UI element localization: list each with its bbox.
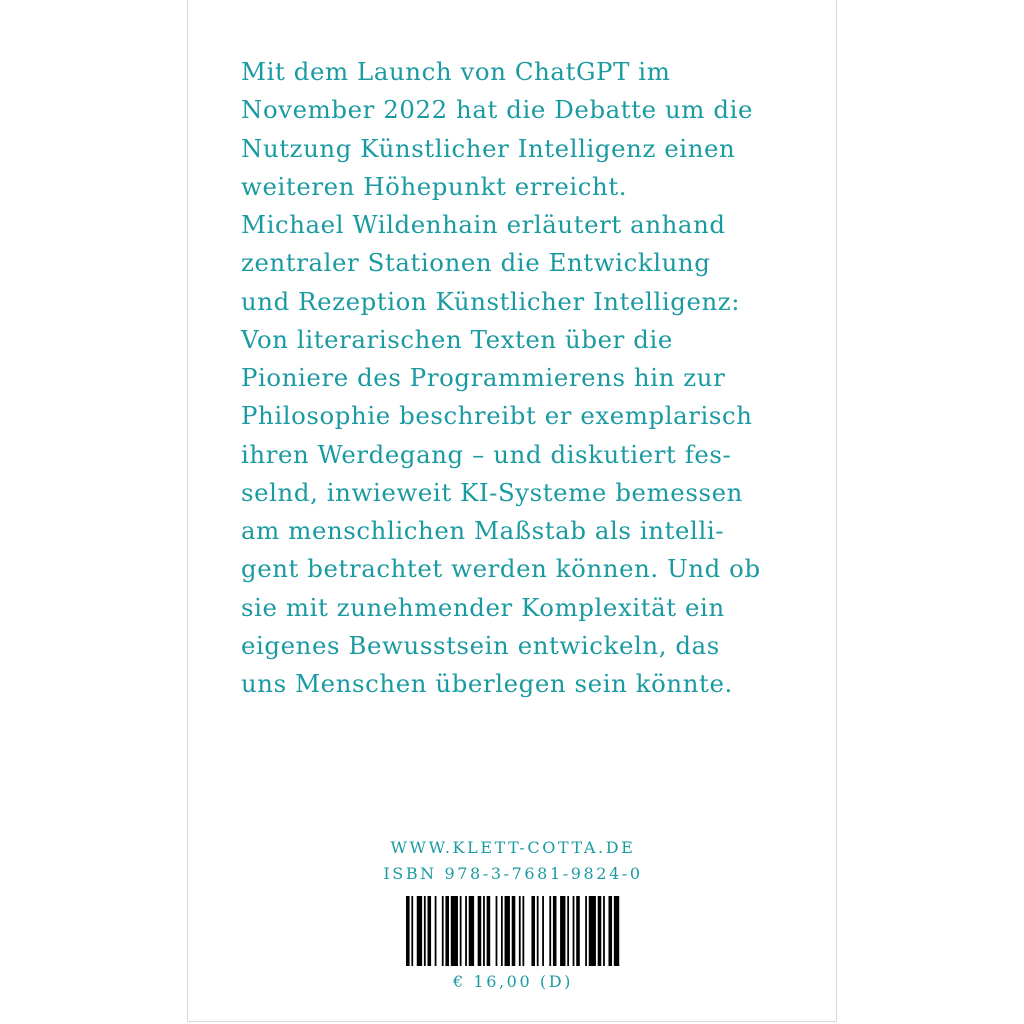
barcode-bar bbox=[500, 896, 502, 966]
blurb-line: Mit dem Launch von ChatGPT im bbox=[241, 57, 671, 86]
barcode-bar bbox=[434, 896, 436, 966]
blurb-line: und Rezeption Künstlicher Intelligenz: bbox=[241, 286, 741, 316]
barcode-bar bbox=[441, 896, 443, 966]
barcode-bar bbox=[572, 896, 574, 966]
blurb-line: November 2022 hat die Debatte um die bbox=[241, 95, 754, 125]
blurb-line: gent betrachtet werden können. Und ob bbox=[241, 554, 761, 584]
barcode-bar bbox=[511, 896, 515, 966]
barcode-bar bbox=[531, 896, 535, 966]
blurb-line: sie mit zunehmender Komplexität ein bbox=[241, 592, 725, 622]
barcode-bar bbox=[477, 896, 481, 966]
cover-footer bbox=[188, 835, 838, 995]
barcode-bar bbox=[567, 896, 569, 966]
barcode-bar bbox=[603, 896, 605, 966]
barcode-bar bbox=[483, 896, 485, 966]
barcode-bar bbox=[416, 896, 421, 966]
barcode-bar bbox=[549, 896, 551, 966]
blurb-line: weiteren Höhepunkt erreicht. bbox=[241, 171, 628, 201]
barcode-bar bbox=[518, 896, 520, 966]
blurb-line: zentraler Stationen die Entwicklung bbox=[241, 248, 711, 278]
barcode-bar bbox=[495, 896, 497, 966]
barcode-bar bbox=[560, 896, 565, 966]
book-back-cover bbox=[187, 0, 837, 1022]
barcode-bar bbox=[585, 896, 587, 966]
blurb-line: eigenes Bewusstsein entwickeln, das bbox=[241, 630, 720, 660]
price-label: € 16,00 (D) bbox=[452, 972, 574, 991]
barcode-bar bbox=[613, 896, 618, 966]
barcode-bar bbox=[486, 896, 490, 966]
blurb-line: am menschlichen Maßstab als intelli- bbox=[241, 516, 725, 545]
barcode-bar bbox=[552, 896, 556, 966]
blurb-line: uns Menschen überlegen sein könnte. bbox=[241, 669, 733, 698]
barcode-bar bbox=[504, 896, 509, 966]
barcode-bar bbox=[450, 896, 457, 966]
barcode-bar bbox=[459, 896, 461, 966]
barcode-icon bbox=[406, 896, 621, 966]
isbn-label: ISBN 978-3-7681-9824-0 bbox=[383, 864, 643, 883]
barcode-bar bbox=[427, 896, 431, 966]
barcode-bar bbox=[406, 896, 410, 966]
barcode-bar bbox=[423, 896, 425, 966]
barcode-bar bbox=[465, 896, 467, 966]
blurb-line: Nutzung Künstlicher Intelligenz einen bbox=[241, 133, 736, 163]
blurb-line: selnd, inwieweit KI-Systeme bemessen bbox=[241, 477, 743, 507]
barcode-bar bbox=[411, 896, 413, 966]
barcode-bar bbox=[608, 896, 612, 966]
blurb-line: Pioniere des Programmierens hin zur bbox=[241, 363, 726, 392]
barcode-bar bbox=[542, 896, 544, 966]
barcode-bar bbox=[468, 896, 473, 966]
blurb-text bbox=[241, 53, 821, 703]
blurb-line: ihren Werdegang – und diskutiert fes- bbox=[241, 439, 732, 469]
barcode-bar bbox=[576, 896, 580, 966]
barcode-bar bbox=[445, 896, 449, 966]
barcode-bar bbox=[588, 896, 595, 966]
blurb-line: Michael Wildenhain erläutert anhand bbox=[241, 210, 726, 239]
blurb-line: Philosophie beschreibt er exemplarisch bbox=[241, 401, 753, 431]
barcode-bar bbox=[597, 896, 601, 966]
barcode-bar bbox=[522, 896, 524, 966]
publisher-website: WWW.KLETT-COTTA.DE bbox=[390, 838, 636, 857]
blurb-line: Von literarischen Texten über die bbox=[241, 324, 673, 354]
barcode-bar bbox=[536, 896, 538, 966]
